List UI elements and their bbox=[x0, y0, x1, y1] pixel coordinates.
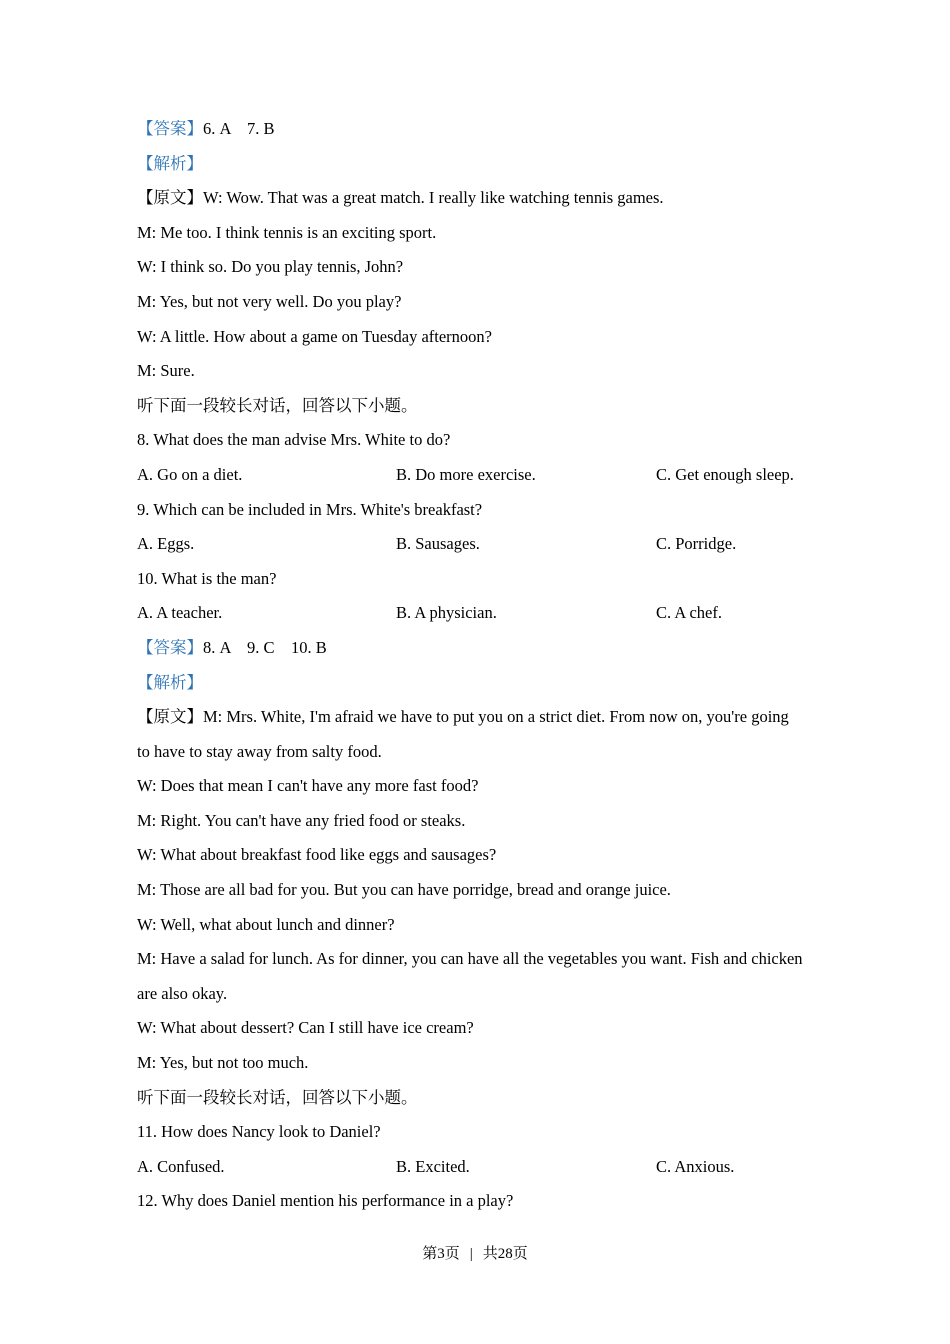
document-line bbox=[137, 977, 817, 1012]
line-text: M: Mrs. White, I'm afraid we have to put you on a strict diet. From now on, you're going bbox=[203, 707, 789, 727]
document-line bbox=[137, 1184, 817, 1219]
document-line bbox=[137, 320, 817, 355]
document-line bbox=[137, 1046, 817, 1081]
option-b: B. A physician. bbox=[396, 603, 497, 623]
line-text: W: Does that mean I can't have any more fast food? bbox=[137, 776, 479, 796]
option-a: A. A teacher. bbox=[137, 603, 223, 623]
document-line bbox=[137, 908, 817, 943]
line-text: to have to stay away from salty food. bbox=[137, 741, 382, 761]
line-text: 12. Why does Daniel mention his performance in a play? bbox=[137, 1191, 514, 1211]
document-line bbox=[137, 112, 817, 147]
line-text: 听下面一段较长对话，回答以下小题。 bbox=[137, 1087, 418, 1107]
document-line bbox=[137, 147, 817, 182]
page-footer bbox=[0, 1243, 950, 1265]
line-text: 11. How does Nancy look to Daniel? bbox=[137, 1122, 381, 1142]
document-line bbox=[137, 804, 817, 839]
bracket-label: 【答案】 bbox=[137, 119, 203, 138]
option-c: C. Anxious. bbox=[656, 1156, 735, 1176]
bracket-label: 【答案】 bbox=[137, 637, 203, 657]
line-text: W: What about dessert? Can I still have ice cream? bbox=[137, 1018, 474, 1038]
line-text: 9. Which can be included in Mrs. White's breakfast? bbox=[137, 499, 483, 519]
document-line bbox=[137, 493, 817, 528]
line-text: M: Me too. I think tennis is an exciting sport. bbox=[137, 222, 437, 242]
line-text: 6. A 7. B bbox=[203, 119, 275, 138]
document-line bbox=[137, 423, 817, 458]
line-text: M: Have a salad for lunch. As for dinner, you can have all the vegetables you want. Fish and chicken bbox=[137, 949, 803, 969]
document-line bbox=[137, 873, 817, 908]
document-line bbox=[137, 354, 817, 389]
line-text: 10. What is the man? bbox=[137, 568, 277, 588]
document-line bbox=[137, 666, 817, 701]
line-text: W: A little. How about a game on Tuesday afternoon? bbox=[137, 326, 492, 346]
bracket-label: 【原文】 bbox=[137, 188, 203, 208]
line-text: M: Yes, but not too much. bbox=[137, 1053, 309, 1073]
line-text: W: What about breakfast food like eggs and sausages? bbox=[137, 845, 497, 865]
footer-total-pages: 共28页 bbox=[482, 1246, 528, 1262]
document-line bbox=[137, 838, 817, 873]
document-line bbox=[137, 1150, 817, 1185]
document-line bbox=[137, 1081, 817, 1116]
line-text: M: Yes, but not very well. Do you play? bbox=[137, 291, 402, 311]
bracket-label: 【原文】 bbox=[137, 707, 203, 727]
document-line bbox=[137, 562, 817, 597]
option-a: A. Eggs. bbox=[137, 534, 195, 554]
line-text: W: Well, what about lunch and dinner? bbox=[137, 914, 395, 934]
option-c: C. Porridge. bbox=[656, 534, 737, 554]
document-line bbox=[137, 942, 817, 977]
document-line bbox=[137, 631, 817, 666]
document-lines bbox=[137, 112, 817, 1219]
option-a: A. Confused. bbox=[137, 1156, 225, 1176]
option-b: B. Do more exercise. bbox=[396, 464, 536, 484]
option-b: B. Excited. bbox=[396, 1156, 470, 1176]
line-text: are also okay. bbox=[137, 983, 228, 1003]
line-text: W: I think so. Do you play tennis, John? bbox=[137, 257, 404, 277]
bracket-label: 【解析】 bbox=[137, 672, 203, 692]
document-line bbox=[137, 389, 817, 424]
document-line bbox=[137, 527, 817, 562]
bracket-label: 【解析】 bbox=[137, 153, 203, 173]
line-text: M: Sure. bbox=[137, 361, 195, 381]
document-line bbox=[137, 769, 817, 804]
line-text: 8. A 9. C 10. B bbox=[203, 637, 327, 657]
document-line bbox=[137, 735, 817, 770]
footer-separator: | bbox=[469, 1246, 473, 1262]
option-a: A. Go on a diet. bbox=[137, 464, 243, 484]
document-line bbox=[137, 596, 817, 631]
document-line bbox=[137, 700, 817, 735]
document-line bbox=[137, 1011, 817, 1046]
document-line bbox=[137, 250, 817, 285]
option-c: C. A chef. bbox=[656, 603, 722, 623]
document-line bbox=[137, 1115, 817, 1150]
line-text: M: Right. You can't have any fried food or steaks. bbox=[137, 810, 466, 830]
line-text: 8. What does the man advise Mrs. White to do? bbox=[137, 430, 451, 450]
option-c: C. Get enough sleep. bbox=[656, 464, 794, 484]
line-text: 听下面一段较长对话，回答以下小题。 bbox=[137, 395, 418, 415]
option-b: B. Sausages. bbox=[396, 534, 480, 554]
document-line bbox=[137, 216, 817, 251]
document-line bbox=[137, 285, 817, 320]
line-text: M: Those are all bad for you. But you can have porridge, bread and orange juice. bbox=[137, 880, 671, 900]
line-text: W: Wow. That was a great match. I really like watching tennis games. bbox=[203, 188, 664, 208]
footer-page-number: 第3页 bbox=[422, 1246, 460, 1262]
document-line bbox=[137, 458, 817, 493]
document-line bbox=[137, 181, 817, 216]
